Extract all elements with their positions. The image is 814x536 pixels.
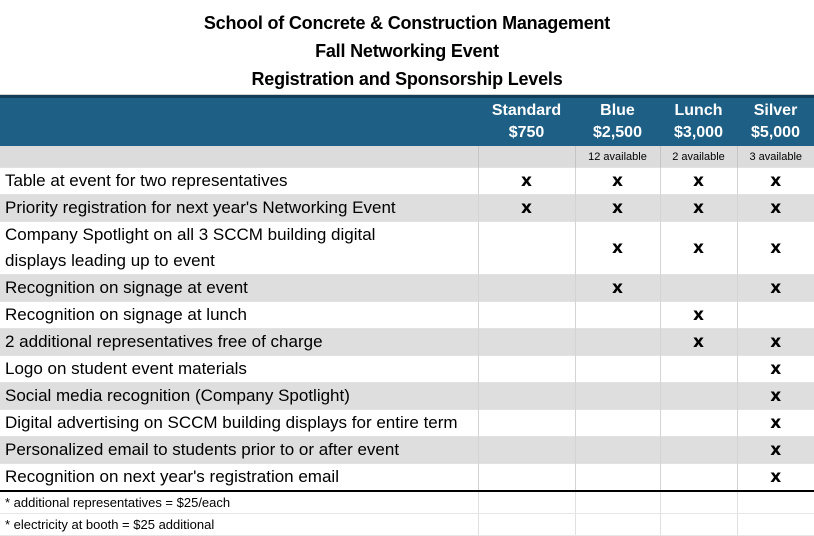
tier-cell — [660, 275, 737, 302]
header-blank — [0, 122, 478, 146]
benefit-label-line: Table at event for two representatives — [5, 171, 288, 190]
tier-cell — [575, 437, 660, 464]
benefit-row — [0, 222, 814, 275]
tier-cell — [737, 356, 814, 383]
tier-cell — [737, 222, 814, 275]
included-mark: x — [612, 278, 623, 298]
footnote: * additional representatives = $25/each — [0, 491, 478, 514]
benefit-label — [0, 275, 478, 302]
tier-price: $2,500 — [575, 122, 660, 146]
tier-cell — [575, 222, 660, 275]
tier-cell — [478, 275, 575, 302]
included-mark: x — [770, 332, 782, 352]
tier-cell — [660, 410, 737, 437]
tier-cell — [660, 195, 737, 222]
title-block — [0, 0, 814, 95]
benefit-row — [0, 383, 814, 410]
empty-cell — [478, 491, 575, 514]
tier-cell — [575, 302, 660, 329]
included-mark: x — [612, 171, 623, 191]
tier-cell — [660, 437, 737, 464]
tier-price: $5,000 — [737, 122, 814, 146]
benefit-row — [0, 302, 814, 329]
footnote-row — [0, 514, 814, 536]
benefit-label-line: Personalized email to students prior to or after event — [5, 440, 400, 459]
tier-cell — [660, 464, 737, 492]
tier-availability: 3 available — [737, 146, 814, 168]
benefit-label-line: Digital advertising on SCCM building displays for entire term — [5, 413, 458, 432]
benefit-label-line: Company Spotlight on all 3 SCCM building digital — [5, 225, 376, 244]
benefit-row — [0, 168, 814, 195]
footnote-row — [0, 491, 814, 514]
tier-name: Lunch — [660, 97, 737, 123]
benefit-label-line: Priority registration for next year's Networking Event — [5, 198, 396, 217]
benefit-label-line: Social media recognition (Company Spotlight) — [5, 386, 350, 405]
benefit-row — [0, 329, 814, 356]
included-mark: x — [693, 305, 704, 325]
tier-cell — [575, 168, 660, 195]
included-mark: x — [770, 171, 782, 191]
tier-cell — [737, 464, 814, 492]
tier-cell — [575, 464, 660, 492]
benefit-label — [0, 356, 478, 383]
tier-cell — [478, 437, 575, 464]
tier-name: Silver — [737, 97, 814, 123]
benefit-label — [0, 383, 478, 410]
benefit-label — [0, 437, 478, 464]
tier-availability: 2 available — [660, 146, 737, 168]
benefit-label-line: Logo on student event materials — [5, 359, 247, 378]
tier-cell — [478, 302, 575, 329]
benefit-row — [0, 275, 814, 302]
benefit-label — [0, 195, 478, 222]
tier-availability: 12 available — [575, 146, 660, 168]
tier-name: Blue — [575, 97, 660, 123]
tier-cell — [575, 195, 660, 222]
benefit-label-line: displays leading up to event — [5, 251, 215, 270]
empty-cell — [660, 514, 737, 536]
tier-cell — [660, 222, 737, 275]
included-mark: x — [521, 198, 532, 218]
tier-cell — [478, 195, 575, 222]
tier-cell — [478, 464, 575, 492]
availability-blank — [0, 146, 478, 168]
included-mark: x — [693, 198, 704, 218]
included-mark: x — [521, 171, 532, 191]
included-mark: x — [693, 332, 704, 352]
tier-cell — [737, 195, 814, 222]
tier-cell — [478, 410, 575, 437]
benefit-label-line: Recognition on signage at event — [5, 278, 248, 297]
tier-cell — [660, 302, 737, 329]
tier-cell — [575, 329, 660, 356]
benefit-row — [0, 410, 814, 437]
included-mark: x — [770, 413, 782, 433]
benefit-label — [0, 329, 478, 356]
empty-cell — [737, 514, 814, 536]
empty-cell — [478, 514, 575, 536]
sponsorship-table — [0, 95, 814, 536]
empty-cell — [737, 491, 814, 514]
benefit-row — [0, 195, 814, 222]
benefit-label-line: 2 additional representatives free of charge — [5, 332, 323, 351]
included-mark: x — [612, 238, 623, 258]
included-mark: x — [612, 198, 623, 218]
tier-price: $750 — [478, 122, 575, 146]
included-mark: x — [693, 171, 704, 191]
tier-cell — [660, 383, 737, 410]
empty-cell — [575, 491, 660, 514]
tier-cell — [575, 383, 660, 410]
benefit-row — [0, 464, 814, 492]
benefit-label-line: Recognition on next year's registration email — [5, 467, 339, 486]
benefit-label-line: Recognition on signage at lunch — [5, 305, 247, 324]
benefit-row — [0, 356, 814, 383]
tier-cell — [737, 168, 814, 195]
benefit-label — [0, 410, 478, 437]
included-mark: x — [770, 440, 782, 460]
benefit-label — [0, 464, 478, 492]
tier-cell — [737, 437, 814, 464]
title-event: Fall Networking Event — [315, 41, 499, 61]
tier-cell — [737, 383, 814, 410]
included-mark: x — [770, 359, 782, 379]
tier-cell — [660, 168, 737, 195]
included-mark: x — [770, 467, 782, 487]
tier-cell — [478, 383, 575, 410]
title-levels: Registration and Sponsorship Levels — [251, 69, 563, 89]
included-mark: x — [770, 278, 782, 298]
included-mark: x — [693, 238, 704, 258]
included-mark: x — [770, 238, 782, 258]
tier-cell — [478, 329, 575, 356]
tier-cell — [575, 275, 660, 302]
tier-cell — [737, 410, 814, 437]
footnote: * electricity at booth = $25 additional — [0, 514, 478, 536]
tier-cell — [478, 168, 575, 195]
tier-name: Standard — [478, 97, 575, 123]
tier-availability — [478, 146, 575, 168]
title-school: School of Concrete & Construction Management — [203, 13, 611, 33]
benefit-label — [0, 168, 478, 195]
tier-cell — [737, 329, 814, 356]
tier-cell — [478, 356, 575, 383]
empty-cell — [660, 491, 737, 514]
benefit-label — [0, 222, 478, 275]
benefit-row — [0, 437, 814, 464]
header-blank — [0, 97, 478, 123]
included-mark: x — [770, 198, 782, 218]
tier-cell — [478, 222, 575, 275]
empty-cell — [575, 514, 660, 536]
tier-cell — [575, 356, 660, 383]
benefit-label — [0, 302, 478, 329]
tier-cell — [737, 302, 814, 329]
tier-cell — [660, 329, 737, 356]
tier-cell — [660, 356, 737, 383]
tier-cell — [737, 275, 814, 302]
included-mark: x — [770, 386, 782, 406]
tier-price: $3,000 — [660, 122, 737, 146]
tier-cell — [575, 410, 660, 437]
